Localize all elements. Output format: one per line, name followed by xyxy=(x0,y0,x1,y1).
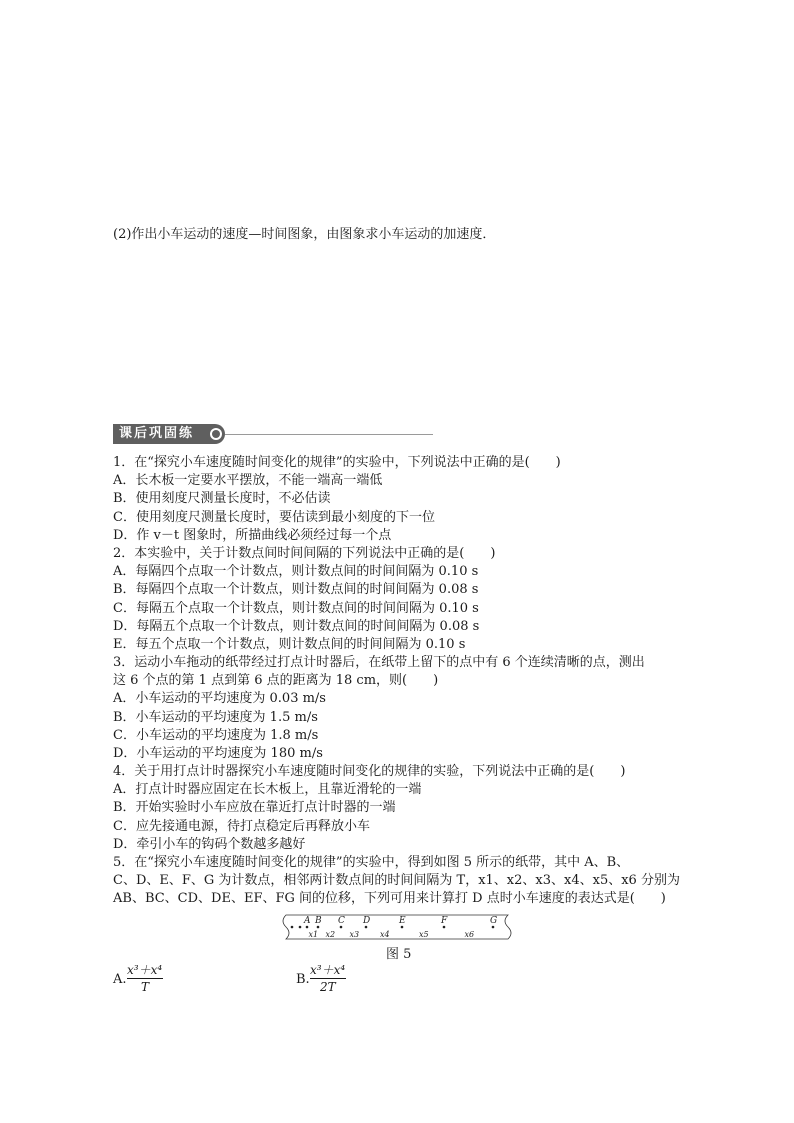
fraction-bar xyxy=(127,978,163,979)
fraction-numerator: x³＋x⁴ xyxy=(127,963,163,977)
tape-point-label: E xyxy=(399,916,406,926)
fraction-numerator: x³＋x⁴ xyxy=(310,963,346,977)
option-a: A．打点计时器应固定在长木板上，且靠近滑轮的一端 xyxy=(113,782,422,798)
fraction-denominator: T xyxy=(141,980,150,994)
tape-dot xyxy=(401,926,404,929)
tape-point-label: G xyxy=(490,916,498,926)
figure-caption: 图 5 xyxy=(386,947,412,962)
question-stem-line-1: 5．在“探究小车速度随时间变化的规律”的实验中，得到如图 5 所示的纸带，其中 A、B、 xyxy=(113,855,630,870)
option-c: C．应先接通电源，待打点稳定后再释放小车 xyxy=(113,818,370,834)
answer-label: B. xyxy=(296,972,310,987)
question-4 xyxy=(113,763,681,854)
question-stem-line-3: AB、BC、CD、DE、EF、FG 间的位移，下列可用来计算打 D 点时小车速度的表达式是( ) xyxy=(113,891,666,907)
option-b: B．开始实验时小车应放在靠近打点计时器的一端 xyxy=(113,800,396,816)
question-stem-line-1: 3．运动小车拖动的纸带经过打点计时器后，在纸带上留下的点中有 6 个连续清晰的点，测出 xyxy=(113,655,645,670)
option-a: A．小车运动的平均速度为 0.03 m/s xyxy=(113,691,326,707)
option-a: A．长木板一定要水平摆放，不能一端高一端低 xyxy=(113,473,383,489)
option-d: D．牵引小车的钩码个数越多越好 xyxy=(113,836,306,852)
tape-point-label: C xyxy=(338,916,345,926)
tape-segments xyxy=(309,930,475,939)
section-header xyxy=(113,424,433,444)
option-c: C．小车运动的平均速度为 1.8 m/s xyxy=(113,727,319,743)
option-e: E．每五个点取一个计数点，则计数点间的时间间隔为 0.10 s xyxy=(113,637,466,653)
option-a: A．每隔四个点取一个计数点，则计数点间的时间间隔为 0.10 s xyxy=(113,564,479,580)
question-stem: 2．本实验中，关于计数点间时间间隔的下列说法中正确的是( ) xyxy=(113,546,496,561)
option-b: B．小车运动的平均速度为 1.5 m/s xyxy=(113,709,318,725)
question-stem: 1．在“探究小车速度随时间变化的规律”的实验中，下列说法中正确的是( ) xyxy=(113,455,561,470)
tape-segment-label: x3 xyxy=(349,930,360,939)
option-b: B．每隔四个点取一个计数点，则计数点间的时间间隔为 0.08 s xyxy=(113,582,479,598)
tape-dot xyxy=(492,926,495,929)
tape-segment-label: x1 xyxy=(308,930,319,939)
tape-dot xyxy=(443,926,446,929)
answer-option-b xyxy=(296,961,376,997)
option-c: C．每隔五个点取一个计数点，则计数点间的时间间隔为 0.10 s xyxy=(113,600,479,616)
question-stem-line-2: 这 6 个点的第 1 点到第 6 点的距离为 18 cm，则( ) xyxy=(113,673,439,689)
tape-dot xyxy=(365,926,368,929)
tape-point-label: F xyxy=(441,916,448,926)
tape-dot xyxy=(306,926,309,929)
tape-dot xyxy=(317,926,320,929)
part-2-prompt: (2)作出小车运动的速度—时间图象，由图象求小车运动的加速度． xyxy=(113,227,496,242)
section-divider xyxy=(225,434,433,435)
bullet-dot-icon xyxy=(210,428,222,440)
fraction-denominator: 2T xyxy=(320,980,336,994)
answer-label: A. xyxy=(113,972,127,987)
question-3 xyxy=(113,654,681,763)
tape-point-label: A xyxy=(304,916,311,926)
answer-option-a xyxy=(113,961,193,997)
tape-point-label: B xyxy=(315,916,322,926)
question-5 xyxy=(113,854,681,909)
fraction-bar xyxy=(310,978,346,979)
tape-dot xyxy=(291,926,294,929)
tape-points xyxy=(291,916,498,928)
tape-dot xyxy=(299,926,302,929)
question-stem-line-2: C、D、E、F、G 为计数点，相邻两计数点间的时间间隔为 T，x1、x2、x3、x4、x5、x6 分别为 xyxy=(113,873,680,889)
question-1 xyxy=(113,454,681,545)
paper-tape-figure xyxy=(280,913,514,941)
tape-segment-label: x4 xyxy=(380,930,390,939)
question-stem: 4．关于用打点计时器探究小车速度随时间变化的规律的实验，下列说法中正确的是( ) xyxy=(113,764,626,779)
tape-segment-label: x5 xyxy=(419,930,429,939)
option-b: B．使用刻度尺测量长度时，不必估读 xyxy=(113,491,331,507)
option-c: C．使用刻度尺测量长度时，要估读到最小刻度的下一位 xyxy=(113,509,435,525)
option-d: D．每隔五个点取一个计数点，则计数点间的时间间隔为 0.08 s xyxy=(113,618,480,634)
option-d: D．小车运动的平均速度为 180 m/s xyxy=(113,746,323,762)
tape-dot xyxy=(340,926,343,929)
tape-segment-label: x2 xyxy=(325,930,336,939)
section-title: 课后巩固练 xyxy=(113,424,225,444)
tape-segment-label: x6 xyxy=(464,930,475,939)
option-d: D．作 v－t 图象时，所描曲线必须经过每一个点 xyxy=(113,527,392,543)
tape-point-label: D xyxy=(363,916,371,926)
question-2 xyxy=(113,545,681,654)
